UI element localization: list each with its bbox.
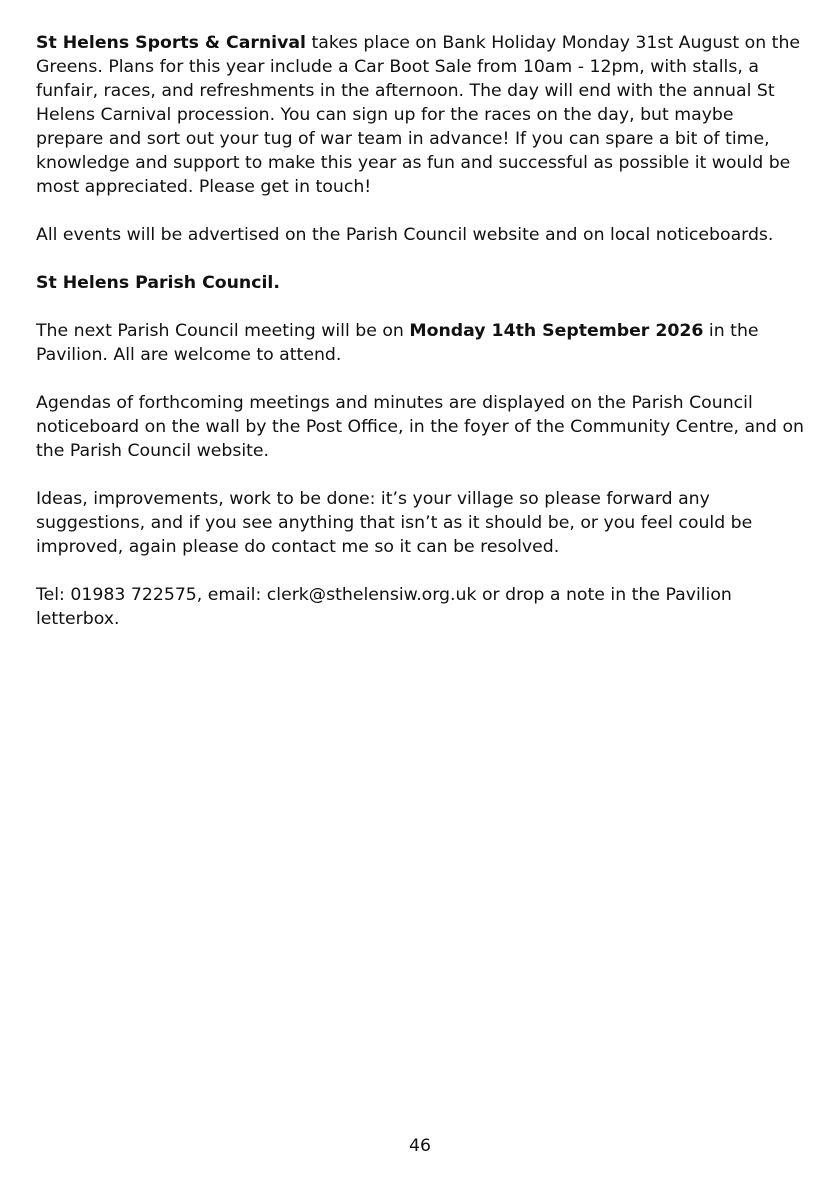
carnival-paragraph <box>36 31 804 199</box>
meeting-prefix: The next Parish Council meeting will be on <box>36 321 410 341</box>
carnival-heading: St Helens Sports & Carnival <box>36 33 306 53</box>
meeting-paragraph <box>36 319 804 367</box>
ideas-paragraph: Ideas, improvements, work to be done: it’s your village so please forward any suggestions, and if you see anything that isn’t as it should be, or you feel could be improved, again please do contact me so it can be resolved. <box>36 489 753 557</box>
council-heading: St Helens Parish Council. <box>36 273 280 293</box>
meeting-date: Monday 14th September 2026 <box>409 321 704 341</box>
contact-paragraph: Tel: 01983 722575, email: clerk@sthelensiw.org.uk or drop a note in the Pavilion letterbox. <box>36 585 732 629</box>
meeting-suffix: in the Pavilion. All are welcome to attend. <box>36 321 759 365</box>
page-content <box>36 31 804 655</box>
events-note: All events will be advertised on the Parish Council website and on local noticeboards. <box>36 225 774 245</box>
carnival-body: takes place on Bank Holiday Monday 31st August on the Greens. Plans for this year include a Car Boot Sale from 10am - 12pm, with stalls, a funfair, races, and refreshments in the afternoon. The day will end with the annual St Helens Carnival procession. You can sign up for the races on the day, but maybe prepare and sort out your tug of war team in advance! If you can spare a bit of time, knowledge and support to make this year as fun and successful as possible it would be most appreciated. Please get in touch! <box>36 33 801 197</box>
agendas-paragraph: Agendas of forthcoming meetings and minutes are displayed on the Parish Council noticeboard on the wall by the Post Office, in the foyer of the Community Centre, and on the Parish Council website. <box>36 393 804 461</box>
page-number: 46 <box>409 1136 431 1156</box>
